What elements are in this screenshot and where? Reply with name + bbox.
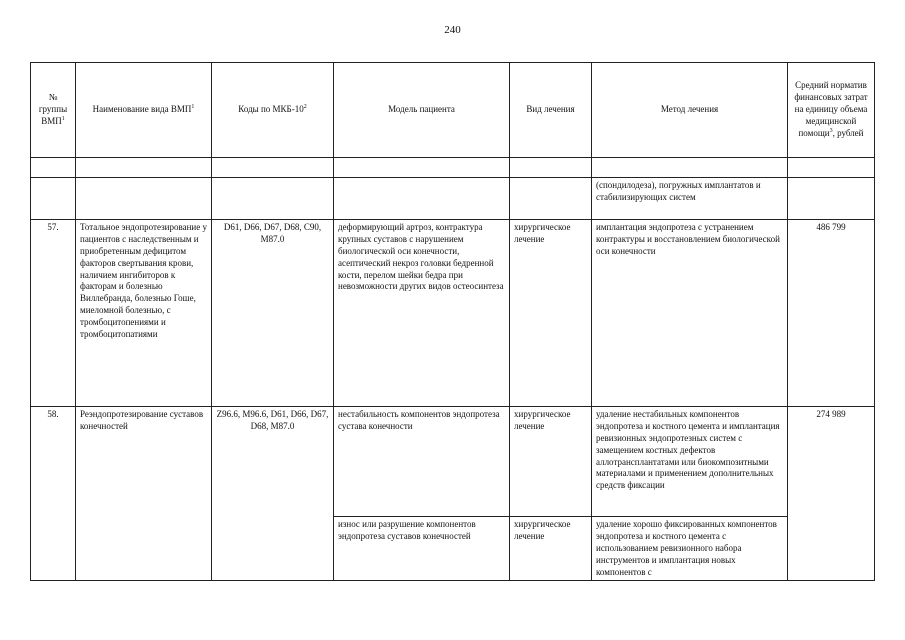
cell-group-no: 58. <box>31 407 76 581</box>
cell-treatment-type: хирургическое лечение <box>510 407 592 517</box>
header-name: Наименование вида ВМП$^1$ <box>76 63 212 158</box>
table-row-57 <box>31 220 875 407</box>
cell-model: нестабильность компонентов эндопротеза сустава конечности <box>334 407 510 517</box>
cell-group-no: 57. <box>31 220 76 407</box>
header-codes: Коды по МКБ-$10^2$ <box>212 63 334 158</box>
cell-cost: 486 799 <box>788 220 875 407</box>
header-model: Модель пациента <box>334 63 510 158</box>
cell-method: удаление нестабильных компонентов эндопротеза и костного цемента и имплантация ревизионных эндопротезных систем с замещением костных дефектов аллотрансплантатами или биокомпозитными материалами и применением дополнительных средств фиксации <box>592 407 788 517</box>
blank-row <box>31 158 875 178</box>
header-cost: Средний норматив финансовых затрат на единицу объема медицинской помощи$^3$, рублей <box>788 63 875 158</box>
cell-codes: D61, D66, D67, D68, C90, M87.0 <box>212 220 334 407</box>
cell-method: (спондилодеза), погружных имплантатов и стабилизирующих систем <box>592 178 788 220</box>
header-treatment-type: Вид лечения <box>510 63 592 158</box>
cell-model: износ или разрушение компонентов эндопротеза суставов конечностей <box>334 517 510 581</box>
cell-codes: Z96.6, M96.6, D61, D66, D67, D68, M87.0 <box>212 407 334 581</box>
table-row-continuation <box>31 178 875 220</box>
header-method: Метод лечения <box>592 63 788 158</box>
cell-name: Реэндопротезирование суставов конечностей <box>76 407 212 581</box>
page-number: 240 <box>444 24 461 36</box>
table-row-58 <box>31 407 875 517</box>
header-row <box>31 63 875 158</box>
cell-method: имплантация эндопротеза с устранением контрактуры и восстановлением биологической оси конечности <box>592 220 788 407</box>
cell-name: Тотальное эндопротезирование у пациентов с наследственным и приобретенным дефицитом факторов свертывания крови, наличием ингибиторов к факторам и болезнью Виллебранда, болезнью Гоше, миеломной болезнью, с тромбоцитопениями и тромбоцитопатиями <box>76 220 212 407</box>
header-group-no: № группы ВМП$^1$ <box>31 63 76 158</box>
cell-treatment-type: хирургическое лечение <box>510 220 592 407</box>
cell-cost: 274 989 <box>788 407 875 581</box>
cell-model: деформирующий артроз, контрактура крупных суставов с нарушением биологической оси конечности, асептический некроз головки бедренной кости, перелом шейки бедра при невозможности других видов остеосинтеза <box>334 220 510 407</box>
vmp-table <box>30 62 875 581</box>
cell-method: удаление хорошо фиксированных компонентов эндопротеза и костного цемента с использованием ревизионного набора инструментов и имплантация новых компонентов с <box>592 517 788 581</box>
cell-treatment-type: хирургическое лечение <box>510 517 592 581</box>
